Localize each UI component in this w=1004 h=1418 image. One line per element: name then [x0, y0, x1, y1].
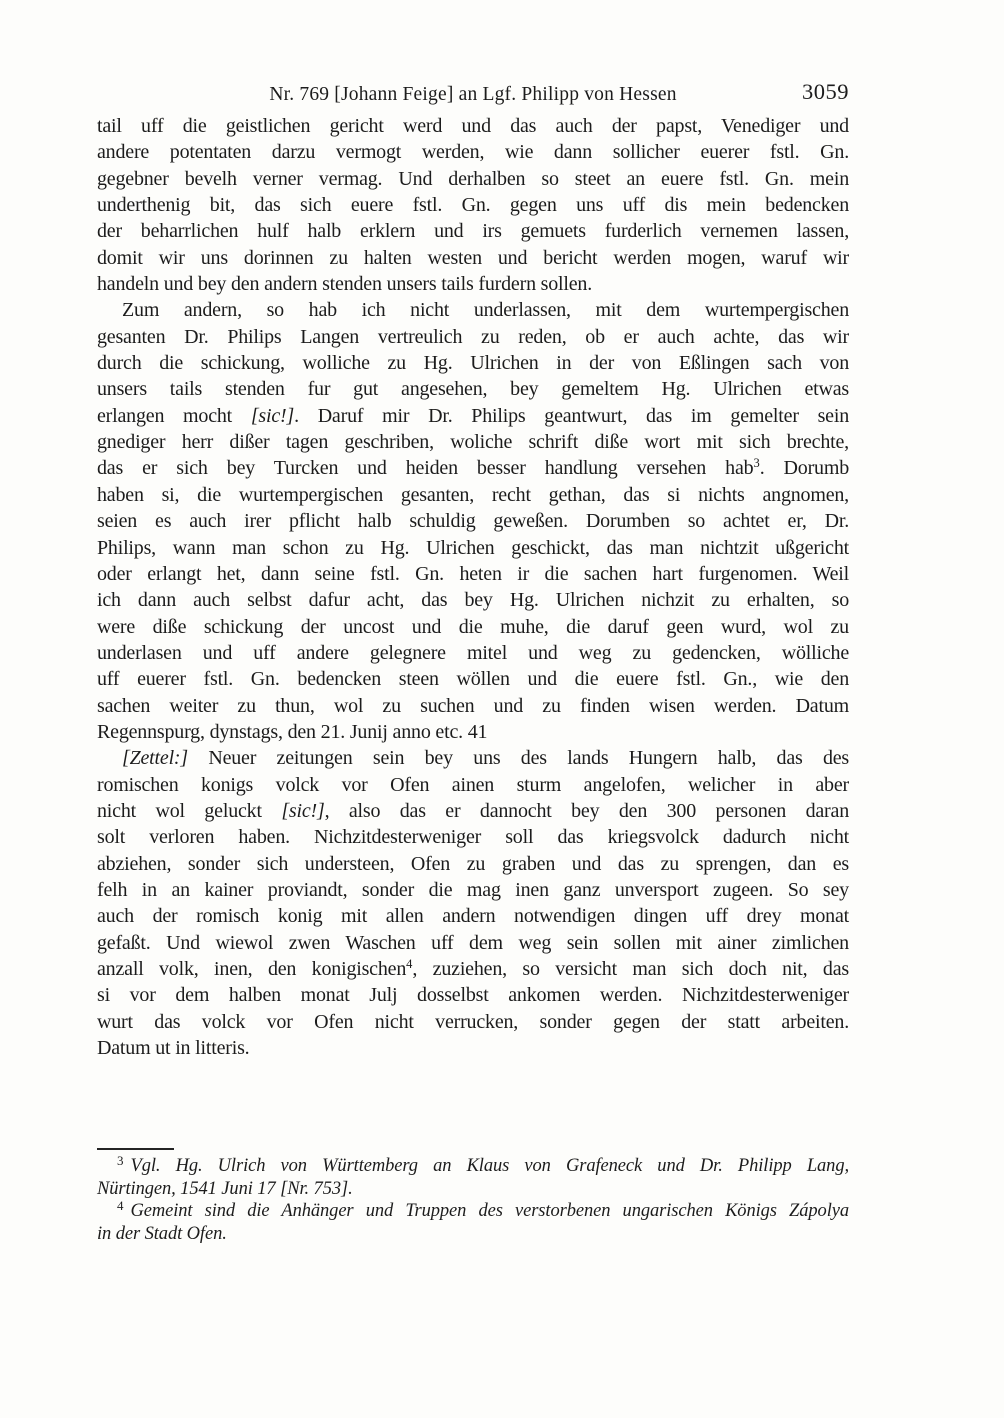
- text-segment: das er sich bey Turcken und heiden besser handlung versehen hab: [97, 457, 754, 480]
- text-line: felh in an kainer proviandt, sonder die mag inen ganz unversport zugeen. So sey: [97, 878, 849, 901]
- text-line: durch die schickung, wolliche zu Hg. Ulrichen in der von Eßlingen sach von: [97, 352, 849, 375]
- text-line: tail uff die geistlichen gericht werd und das auch der papst, Venediger und: [97, 115, 849, 137]
- running-head: [97, 79, 849, 109]
- text-line: handeln und bey den andern stenden unsers tails furdern sollen.: [97, 273, 593, 296]
- text-segment: , also das er dannocht bey den 300 personen daran: [324, 799, 849, 822]
- text-segment: erlangen mocht: [97, 404, 251, 427]
- footnote-marker-3: 3: [117, 1153, 124, 1168]
- text-line: andere potentaten darzu vermogt werden, wie dann sollicher euerer fstl. Gn.: [97, 141, 849, 164]
- text-line: Philips, wann man schon zu Hg. Ulrichen geschickt, das man nichtzit ußgericht: [97, 536, 849, 559]
- sic-annotation: [sic!]: [281, 799, 325, 822]
- text-line: wurt das volck vor Ofen nicht verrucken, sonder gegen der statt arbeiten.: [97, 1010, 849, 1033]
- paragraph-2: [97, 297, 849, 745]
- text-line: [97, 956, 849, 982]
- text-line: gegebner bevelh verner vermag. Und derhalben so steet an euere fstl. Gn. mein: [97, 167, 849, 190]
- text-line: Regennspurg, dynstags, den 21. Junij anno etc. 41: [97, 720, 488, 743]
- running-head-title: Nr. 769 [Johann Feige] an Lgf. Philipp von Hessen: [269, 84, 677, 105]
- footnotes-separator: [97, 1148, 174, 1150]
- text-line: underthenig bit, das sich euere fstl. Gn. gegen uns uff dis mein bedencken: [97, 194, 849, 217]
- text-segment: , zuziehen, so versicht man sich doch nit, das: [412, 958, 849, 980]
- footnote-marker-4: 4: [117, 1198, 124, 1214]
- text-line: [97, 745, 849, 771]
- footnote-3: [97, 1155, 849, 1200]
- sic-annotation: [sic!]: [250, 404, 295, 427]
- text-line: solt verloren haben. Nichzitdesterweniger soll das kriegsvolck dadurch nicht: [97, 826, 849, 849]
- text-segment: . Dorumb: [759, 457, 849, 480]
- paragraph-1: [97, 113, 849, 297]
- text-line: abziehen, sonder sich understeen, Ofen zu graben und das zu sprengen, dan es: [97, 852, 849, 875]
- text-line: gesanten Dr. Philips Langen vertreulich zu reden, ob er auch achte, das wir: [97, 325, 849, 348]
- text-line: si vor dem halben monat Julj dosselbst ankomen werden. Nichzitdesterweniger: [97, 984, 849, 1007]
- text-segment: Gemeint sind die Anhänger und Truppen des verstorbenen ungarischen Königs Zápolya: [130, 1201, 849, 1222]
- text-line: domit wir uns dorinnen zu halten westen und bericht werden mogen, waruf wir: [97, 246, 849, 269]
- text-line: Datum ut in litteris.: [97, 1037, 250, 1060]
- text-segment: Neuer zeitungen sein bey uns des lands Hungern halb, das des: [187, 747, 849, 770]
- footnote-4: [97, 1200, 849, 1245]
- text-segment: . Daruf mir Dr. Philips geantwurt, das im gemelter sein: [294, 404, 849, 427]
- text-line: uff euerer fstl. Gn. bedencken steen wöllen und die euere fstl. Gn., wie den: [97, 668, 849, 691]
- text-line: sachen weiter zu thun, wol zu suchen und zu finden wisen werden. Datum: [97, 694, 849, 717]
- text-segment: Vgl. Hg. Ulrich von Württemberg an Klaus von Grafeneck und Dr. Philipp Lang,: [130, 1156, 849, 1176]
- text-line: Nürtingen, 1541 Juni 17 [Nr. 753].: [97, 1178, 353, 1199]
- page-number: 3059: [802, 79, 849, 104]
- text-line: underlasen und uff andere gelegnere mitel und weg zu gedencken, wölliche: [97, 641, 849, 664]
- text-segment: anzall volk, inen, den konigischen: [97, 958, 407, 980]
- letter-body: [97, 113, 849, 1061]
- text-line: [97, 455, 849, 481]
- text-line: [97, 1200, 849, 1223]
- text-line: haben si, die wurtempergischen gesanten, recht gethan, das si nichts angnomen,: [97, 483, 849, 506]
- text-line: unsers tails stenden fur gut angesehen, bey gemeltem Hg. Ulrichen etwas: [97, 378, 849, 401]
- footnote-ref-4: 4: [406, 957, 413, 971]
- zettel-label: [Zettel:]: [122, 747, 188, 770]
- paragraph-3-zettel: [97, 745, 849, 1061]
- text-line: auch der romisch konig mit allen andern notwendigen dingen uff drey monat: [97, 905, 849, 928]
- text-line: in der Stadt Ofen.: [97, 1223, 227, 1244]
- text-line: [97, 1155, 849, 1178]
- text-line: ich dann auch selbst dafur acht, das bey Hg. Ulrichen nichzit zu erhalten, so: [97, 589, 849, 612]
- text-line: [97, 798, 849, 824]
- text-line: gefaßt. Und wiewol zwen Waschen uff dem weg sein sollen mit ainer zimlichen: [97, 931, 849, 954]
- text-line: were diße schickung der uncost und die muhe, die daruf geen wurd, wol zu: [97, 615, 849, 638]
- text-line: gnediger herr dißer tagen geschriben, woliche schrift diße wort mit sich brechte,: [97, 431, 849, 454]
- text-line: Zum andern, so hab ich nicht underlassen, mit dem wurtempergischen: [122, 299, 849, 322]
- footnotes-section: [97, 1148, 849, 1245]
- footnote-ref-3: 3: [753, 456, 760, 471]
- text-line: seien es auch irer pflicht halb schuldig geweßen. Dorumben so achtet er, Dr.: [97, 510, 849, 533]
- text-line: [97, 403, 849, 429]
- text-line: der beharrlichen hulf halb erklern und irs gemuets furderlich vernemen lassen,: [97, 220, 849, 243]
- text-segment: nicht wol geluckt: [97, 799, 282, 822]
- text-line: romischen konigs volck vor Ofen ainen sturm angelofen, welicher in aber: [97, 773, 849, 796]
- text-line: oder erlangt het, dann seine fstl. Gn. heten ir die sachen hart furgenomen. Weil: [97, 562, 849, 585]
